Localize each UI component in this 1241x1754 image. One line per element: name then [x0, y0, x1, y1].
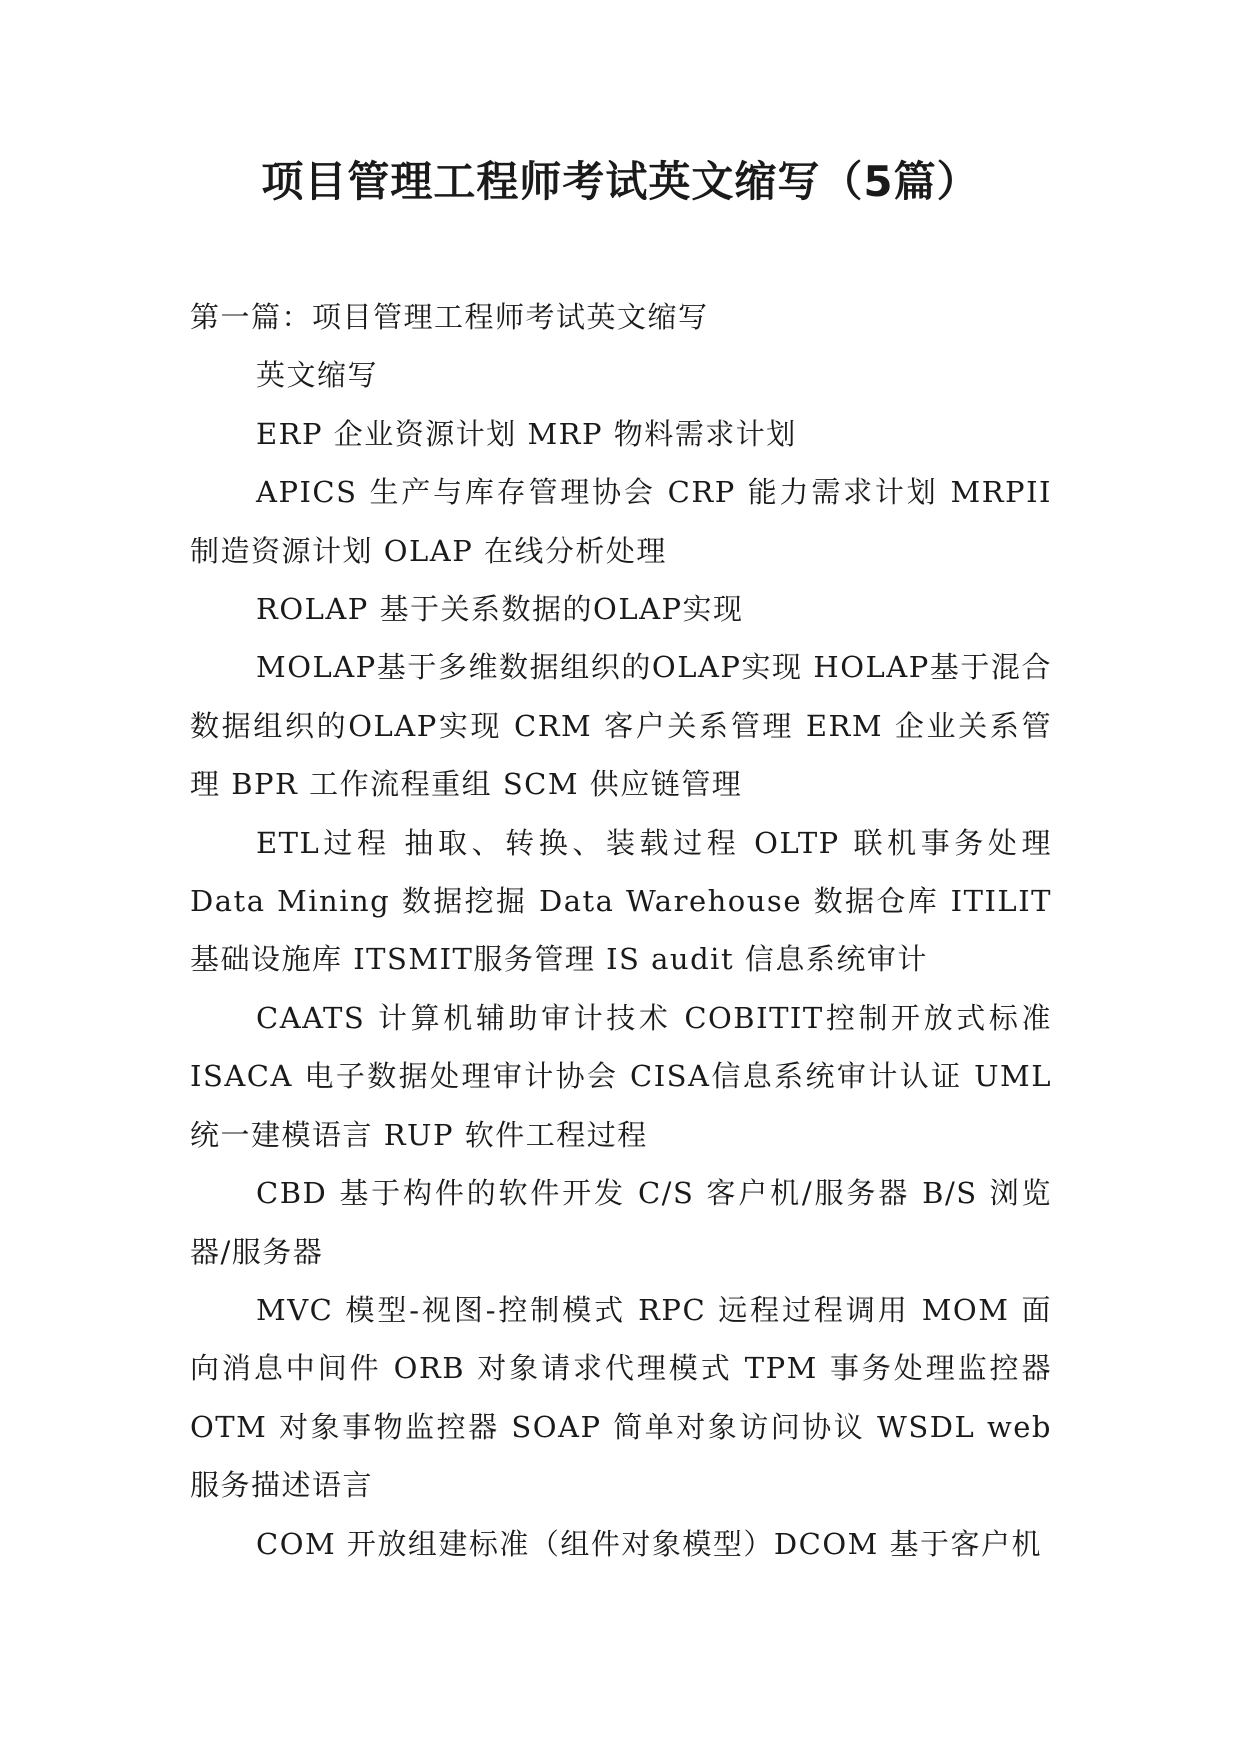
document-body [190, 288, 1052, 1573]
paragraph: CBD 基于构件的软件开发 C/S 客户机/服务器 B/S 浏览器/服务器 [190, 1176, 1052, 1269]
paragraph: APICS 生产与库存管理协会 CRP 能力需求计划 MRPII 制造资源计划 OLAP 在线分析处理 [190, 475, 1052, 568]
section-heading: 第一篇：项目管理工程师考试英文缩写 [190, 300, 709, 334]
paragraph: MOLAP基于多维数据组织的OLAP实现 HOLAP基于混合数据组织的OLAP实现 CRM 客户关系管理 ERM 企业关系管理 BPR 工作流程重组 SCM 供应链管理 [190, 650, 1052, 802]
paragraph: ERP 企业资源计划 MRP 物料需求计划 [256, 416, 797, 451]
paragraph: CAATS 计算机辅助审计技术 COBITIT控制开放式标准 ISACA 电子数据处理审计协会 CISA信息系统审计认证 UML 统一建模语言 RUP 软件工程过程 [190, 1000, 1052, 1152]
paragraph-subheading: 英文缩写 [256, 358, 379, 393]
paragraph: MVC 模型-视图-控制模式 RPC 远程过程调用 MOM 面向消息中间件 ORB 对象请求代理模式 TPM 事务处理监控器 OTM 对象事物监控器 SOAP 简单对象访问协议 WSDL web服务描述语言 [190, 1292, 1052, 1503]
paragraph: COM 开放组建标准（组件对象模型）DCOM 基于客户机 [256, 1526, 1043, 1561]
paragraph: ROLAP 基于关系数据的OLAP实现 [256, 592, 744, 627]
paragraph: ETL过程 抽取、转换、装载过程 OLTP 联机事务处理 Data Mining 数据挖掘 Data Warehouse 数据仓库 ITILIT 基础设施库 ITSMIT服务管理 IS audit 信息系统审计 [190, 825, 1052, 977]
document-title: 项目管理工程师考试英文缩写（5篇） [261, 157, 980, 206]
